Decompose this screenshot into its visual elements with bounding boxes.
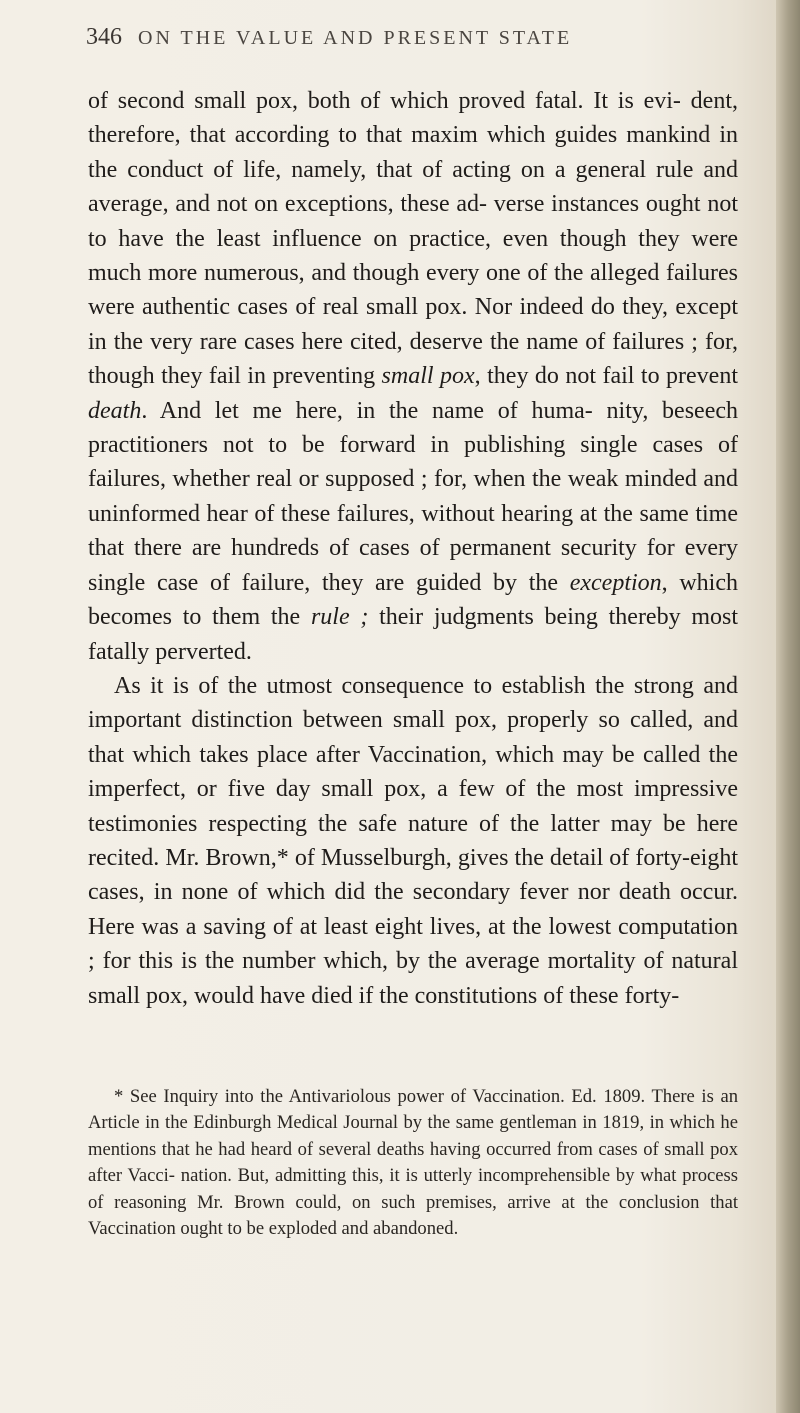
main-text [88, 84, 738, 1013]
paragraph-2: As it is of the utmost consequence to establish the strong and important distinction between small pox, properly so called, and that which takes place after Vaccination, which may be called the imperfect, or five day small pox, a few of the most impressive testimonies respecting the safe nature of the latter may be here recited. Mr. Brown,* of Musselburgh, gives the detail of forty-eight cases, in none of which did the secondary fever nor death occur. Here was a saving of at least eight lives, at the lowest computation ; for this is the number which, by the average mortality of natural small pox, would have died if the constitutions of these forty- [88, 672, 738, 1009]
text-run: , they do not fail to prevent [474, 363, 738, 390]
italic-run: exception [569, 569, 662, 596]
italic-run: rule ; [310, 604, 369, 631]
text-run: their judgments being thereby most fatally perverted. [88, 604, 739, 665]
italic-run: death [88, 397, 142, 424]
italic-run: small pox [381, 363, 475, 390]
text-run: of second small pox, both of which proved fatal. It is evi- dent, therefore, that according to that maxim which guides mankind in the conduct of life, namely, that of acting on a general rule and average, and not on exceptions, these ad- verse instances ought not to have the least influence on practice, even though they were much more numerous, and though every one of the alleged failures were authentic cases of real small pox. Nor indeed do they, except in the very rare cases here cited, deserve the name of failures ; for, though they fail in preventing [88, 88, 738, 390]
text-run: , which becomes to them the [88, 569, 738, 631]
running-title: ON THE VALUE AND PRESENT STATE [138, 27, 573, 49]
running-header [86, 24, 686, 51]
page-gutter-shadow [776, 0, 800, 1413]
text-run: . And let me here, in the name of huma- nity, beseech practitioners not to be forward in publishing single cases of failures, whether real or supposed ; for, when the weak minded and uninformed hear of these failures, without hearing at the same time that there are hundreds of cases of permanent security for every single case of failure, they are guided by the [88, 397, 738, 596]
footnote-text: * See Inquiry into the Antivariolous power of Vaccination. Ed. 1809. There is an Article in the Edinburgh Medical Journal by the same gentleman in 1819, in which he mentions that he had heard of several deaths having occurred from cases of small pox after Vacci- nation. But, admitting this, it is utterly incomprehensible by what process of reasoning Mr. Brown could, on such premises, arrive at the conclusion that Vaccination ought to be exploded and abandoned. [88, 1086, 738, 1240]
footnote [88, 1084, 738, 1242]
page-number: 346 [86, 24, 122, 50]
paragraph-1 [88, 84, 738, 669]
